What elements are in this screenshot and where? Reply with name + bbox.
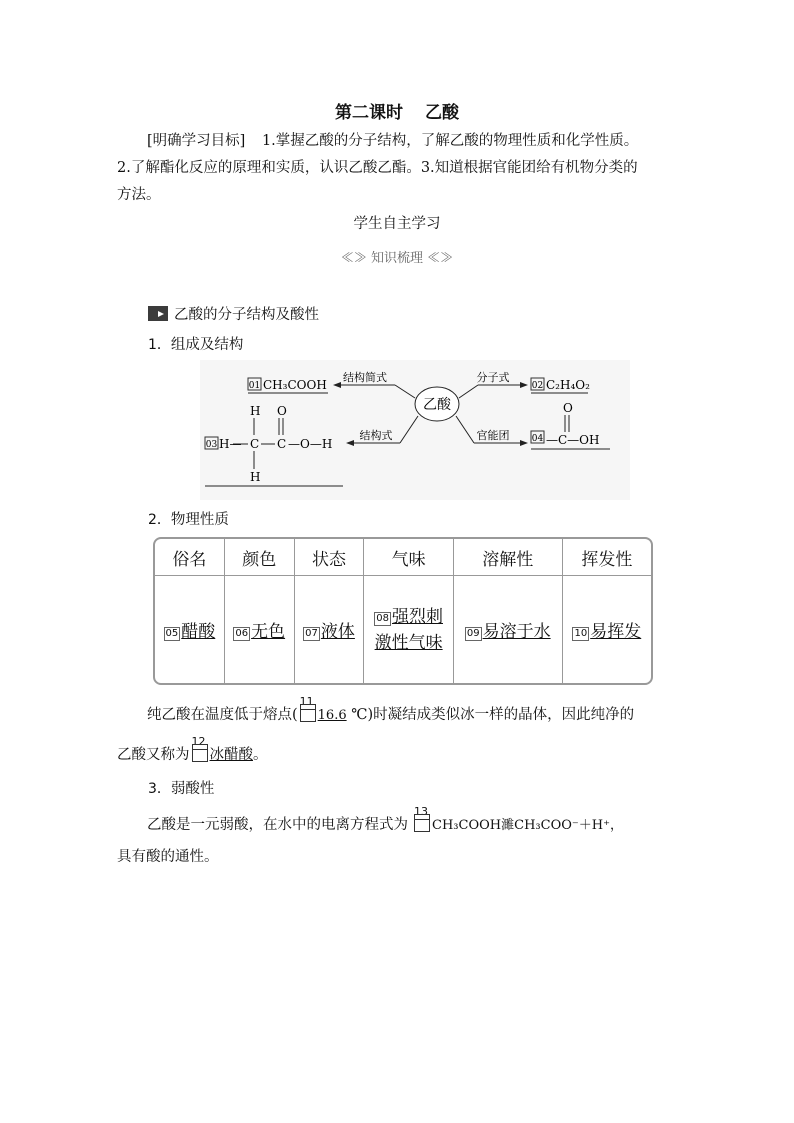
label-jiegoushi: 结构式: [359, 429, 393, 442]
table-header: 俗名: [155, 539, 225, 576]
objectives-line3: 方法。: [117, 187, 161, 203]
struct-o-top: O: [277, 404, 287, 418]
para2-line2: 具有酸的通性。: [117, 849, 219, 865]
struct-o-h: —O—H: [288, 437, 333, 451]
cell-text: 强烈刺: [391, 606, 443, 627]
sub3-text: 弱酸性: [170, 781, 215, 797]
cell-text: 液体: [320, 622, 355, 642]
answer-o-top: O: [563, 401, 573, 415]
box-10: 10: [574, 628, 588, 639]
banner-left-icon: ≪≫: [340, 251, 367, 266]
title-part2: 乙酸: [425, 103, 459, 123]
heading1-text: 乙酸的分子结构及酸性: [174, 307, 319, 323]
structure-diagram: [200, 360, 630, 500]
equation-arrow: 濉: [501, 818, 515, 833]
cell-text: 无色: [251, 622, 286, 642]
box-04: 04: [531, 434, 544, 444]
box-03: 03: [205, 440, 218, 450]
fill-blank-icon: [414, 814, 430, 832]
table-cell: [364, 576, 453, 683]
label-fenzishi: 分子式: [476, 371, 510, 384]
center-label: 乙酸: [423, 397, 451, 413]
heading-structure-acidity: [148, 303, 319, 324]
num-11: 11: [299, 695, 314, 708]
answer-16-6: 16.6: [317, 708, 347, 723]
label-jiegoujianshi: 结构简式: [343, 371, 387, 384]
cell-text-line2: 激性气味: [374, 632, 443, 653]
objectives-line1: 1.掌握乙酸的分子结构，了解乙酸的物理性质和化学性质。: [261, 133, 639, 149]
fill-blank-icon: [192, 744, 208, 762]
sub3-num: 3．: [148, 781, 171, 797]
title-part1: 第二课时: [335, 103, 403, 123]
cell-text: 易溶于水: [482, 622, 551, 642]
struct-h-left: H—: [219, 437, 242, 451]
sub1-num: 1．: [148, 337, 171, 353]
num-12: 12: [191, 735, 206, 748]
page-title: [0, 98, 794, 123]
equation-right: CH₃COO⁻＋H⁺，: [514, 818, 623, 833]
sub2-text: 物理性质: [170, 512, 229, 528]
struct-c1: C: [250, 437, 260, 451]
sub-heading-2: [148, 508, 229, 529]
sub-heading-3: [148, 777, 214, 798]
objectives: [117, 128, 679, 209]
knowledge-banner: [0, 247, 794, 266]
para-ice-acetic: [117, 735, 268, 764]
physical-properties-table: [153, 537, 653, 685]
banner-text: 知识梳理: [370, 251, 423, 266]
para1-a: 纯乙酸在温度低于熔点(: [147, 707, 298, 723]
box-02: 02: [531, 381, 544, 391]
label-guannengtuan: 官能团: [476, 429, 510, 442]
para-melting-point: [147, 695, 635, 724]
para-ionization: [147, 805, 623, 834]
table-header: 气味: [364, 539, 453, 576]
sub2-num: 2．: [148, 512, 171, 528]
struct-c2: C: [277, 437, 287, 451]
table-header: 溶解性: [454, 539, 563, 576]
box-01: 01: [248, 381, 261, 391]
table-cell: [225, 576, 295, 683]
table-header-row: [155, 539, 651, 576]
table-header: 状态: [295, 539, 365, 576]
sub-heading-1: [148, 333, 243, 354]
answer-c2h4o2: C₂H₄O₂: [546, 378, 590, 392]
table-header: 颜色: [225, 539, 295, 576]
table-cell: [155, 576, 225, 683]
struct-h-top: H: [250, 404, 261, 418]
num-13: 13: [414, 805, 428, 818]
para1-b: ℃)时凝结成类似冰一样的晶体，因此纯净的: [346, 707, 635, 723]
answer-glacial-acetic: 冰醋酸: [209, 747, 253, 763]
answer-cooh: —C—OH: [546, 433, 600, 447]
cell-text: 易挥发: [590, 622, 642, 642]
sub1-text: 组成及结构: [170, 337, 244, 353]
answer-ch3cooh: CH₃COOH: [263, 378, 327, 392]
box-05: 05: [165, 628, 179, 639]
box-06: 06: [235, 628, 249, 639]
table-cell: [454, 576, 563, 683]
section-title: 学生自主学习: [353, 216, 441, 232]
box-07: 07: [305, 628, 318, 639]
box-09: 09: [466, 628, 480, 639]
para1-c: 乙酸又称为: [117, 747, 190, 763]
box-08: 08: [376, 612, 389, 624]
arrow-square-icon: [148, 306, 168, 321]
table-cell: [295, 576, 365, 683]
struct-h-bottom: H: [250, 470, 261, 484]
objectives-label: [明确学习目标]: [147, 133, 246, 149]
para2-a: 乙酸是一元弱酸，在水中的电离方程式为: [147, 817, 408, 833]
table-header: 挥发性: [563, 539, 651, 576]
banner-right-icon: ≪≫: [427, 251, 454, 266]
para1-d: 。: [253, 747, 268, 763]
equation-left: CH₃COOH: [432, 818, 502, 833]
table-row: [155, 576, 651, 683]
objectives-line2: 2.了解酯化反应的原理和实质，认识乙酸乙酯。3.知道根据官能团给有机物分类的: [117, 160, 638, 176]
fill-blank-icon: [300, 704, 316, 722]
cell-text: 醋酸: [181, 622, 216, 642]
table-cell: [563, 576, 651, 683]
